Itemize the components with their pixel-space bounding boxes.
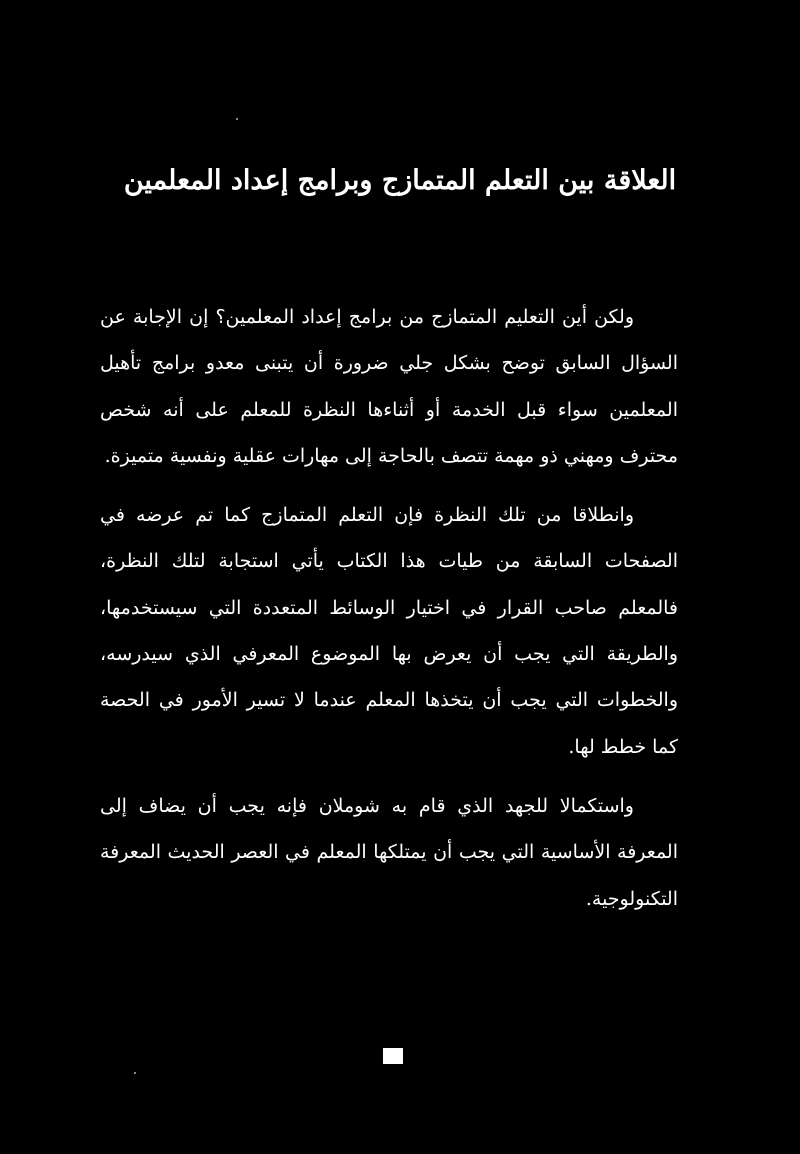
page-title: العلاقة بين التعلم المتمازج وبرامج إعداد المعلمين [123, 165, 677, 196]
scan-speck [134, 1072, 136, 1074]
paragraph-1: ولكن أين التعليم المتمازج من برامج إعداد المعلمين؟ إن الإجابة عن السؤال السابق توضح بشكل جلي ضرورة أن يتبنى معدو برامج تأهيل المعلمين سواء قبل الخدمة أو أثناءها النظرة للمعلم على أنه شخص محترف ومهني ذو مهمة تتصف بالحاجة إلى مهارات عقلية ونفسية متميزة. [100, 306, 678, 467]
body-text [100, 294, 678, 935]
scan-speck [236, 118, 238, 120]
paragraph-2: وانطلاقا من تلك النظرة فإن التعلم المتمازج كما تم عرضه في الصفحات السابقة من طيات هذا الكتاب يأتي استجابة لتلك النظرة، فالمعلم صاحب القرار في اختيار الوسائط المتعددة التي سيستخدمها، والطريقة التي يجب أن يعرض بها الموضوع المعرفي الذي سيدرسه، والخطوات التي يجب أن يتخذها المعلم عندما لا تسير الأمور في الحصة كما خطط لها. [100, 504, 678, 758]
page-number-box [383, 1048, 403, 1064]
paragraph-3: واستكمالا للجهد الذي قام به شوملان فإنه يجب أن يضاف إلى المعرفة الأساسية التي يجب أن يمتلكها المعلم في العصر الحديث المعرفة التكنولوجية. [100, 794, 678, 910]
